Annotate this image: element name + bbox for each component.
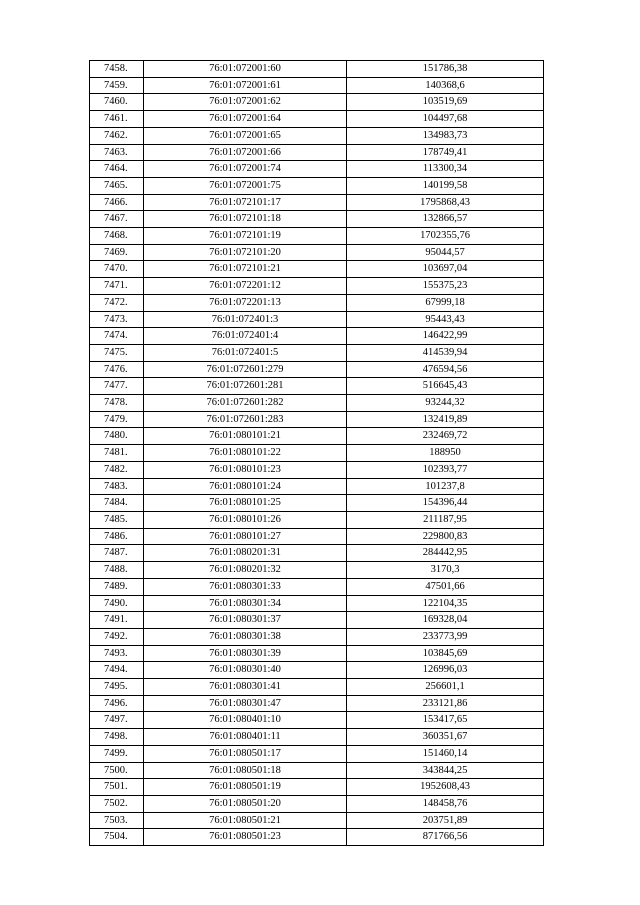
- value-cell: 151786,38: [347, 61, 544, 78]
- value-cell: 103845,69: [347, 645, 544, 662]
- row-number-cell: 7472.: [90, 294, 144, 311]
- row-number-cell: 7490.: [90, 595, 144, 612]
- row-number-cell: 7502.: [90, 795, 144, 812]
- table-row: [90, 595, 544, 612]
- table-row: [90, 411, 544, 428]
- cadastral-number-cell: 76:01:080301:39: [144, 645, 347, 662]
- value-cell: 95044,57: [347, 244, 544, 261]
- cadastral-number-cell: 76:01:080201:31: [144, 545, 347, 562]
- row-number-cell: 7484.: [90, 495, 144, 512]
- cadastral-number-cell: 76:01:080301:34: [144, 595, 347, 612]
- value-cell: 132419,89: [347, 411, 544, 428]
- cadastral-number-cell: 76:01:072001:62: [144, 94, 347, 111]
- value-cell: 95443,43: [347, 311, 544, 328]
- cadastral-number-cell: 76:01:080301:37: [144, 612, 347, 629]
- table-row: [90, 662, 544, 679]
- row-number-cell: 7467.: [90, 211, 144, 228]
- cadastral-number-cell: 76:01:072001:66: [144, 144, 347, 161]
- row-number-cell: 7498.: [90, 729, 144, 746]
- row-number-cell: 7466.: [90, 194, 144, 211]
- cadastral-number-cell: 76:01:080501:20: [144, 795, 347, 812]
- cadastral-number-cell: 76:01:072201:13: [144, 294, 347, 311]
- table-row: [90, 278, 544, 295]
- value-cell: 516645,43: [347, 378, 544, 395]
- table-row: [90, 812, 544, 829]
- table-row: [90, 645, 544, 662]
- table-row: [90, 562, 544, 579]
- table-row: [90, 461, 544, 478]
- row-number-cell: 7503.: [90, 812, 144, 829]
- value-cell: 476594,56: [347, 361, 544, 378]
- value-cell: 256601,1: [347, 679, 544, 696]
- value-cell: 229800,83: [347, 528, 544, 545]
- table-row: [90, 144, 544, 161]
- row-number-cell: 7465.: [90, 177, 144, 194]
- row-number-cell: 7492.: [90, 628, 144, 645]
- row-number-cell: 7494.: [90, 662, 144, 679]
- row-number-cell: 7480.: [90, 428, 144, 445]
- cadastral-number-cell: 76:01:080101:24: [144, 478, 347, 495]
- value-cell: 232469,72: [347, 428, 544, 445]
- row-number-cell: 7491.: [90, 612, 144, 629]
- cadastral-number-cell: 76:01:072601:282: [144, 395, 347, 412]
- value-cell: 103697,04: [347, 261, 544, 278]
- table-row: [90, 478, 544, 495]
- value-cell: 233773,99: [347, 628, 544, 645]
- table-row: [90, 729, 544, 746]
- row-number-cell: 7487.: [90, 545, 144, 562]
- table-row: [90, 445, 544, 462]
- cadastral-value-table: [89, 60, 544, 846]
- cadastral-number-cell: 76:01:080101:27: [144, 528, 347, 545]
- cadastral-number-cell: 76:01:072001:61: [144, 77, 347, 94]
- value-cell: 153417,65: [347, 712, 544, 729]
- table-row: [90, 294, 544, 311]
- table-row: [90, 161, 544, 178]
- table-row: [90, 511, 544, 528]
- row-number-cell: 7473.: [90, 311, 144, 328]
- table-row: [90, 177, 544, 194]
- table-row: [90, 628, 544, 645]
- table-row: [90, 228, 544, 245]
- cadastral-number-cell: 76:01:080501:19: [144, 779, 347, 796]
- row-number-cell: 7468.: [90, 228, 144, 245]
- row-number-cell: 7479.: [90, 411, 144, 428]
- cadastral-number-cell: 76:01:072401:3: [144, 311, 347, 328]
- table-row: [90, 94, 544, 111]
- row-number-cell: 7469.: [90, 244, 144, 261]
- row-number-cell: 7474.: [90, 328, 144, 345]
- cadastral-number-cell: 76:01:072601:283: [144, 411, 347, 428]
- value-cell: 1952608,43: [347, 779, 544, 796]
- cadastral-number-cell: 76:01:072401:5: [144, 344, 347, 361]
- row-number-cell: 7458.: [90, 61, 144, 78]
- value-cell: 102393,77: [347, 461, 544, 478]
- value-cell: 3170,3: [347, 562, 544, 579]
- cadastral-number-cell: 76:01:072001:65: [144, 127, 347, 144]
- value-cell: 146422,99: [347, 328, 544, 345]
- row-number-cell: 7459.: [90, 77, 144, 94]
- cadastral-number-cell: 76:01:080501:21: [144, 812, 347, 829]
- row-number-cell: 7499.: [90, 745, 144, 762]
- table-row: [90, 762, 544, 779]
- table-row: [90, 795, 544, 812]
- table-row: [90, 612, 544, 629]
- value-cell: 134983,73: [347, 127, 544, 144]
- value-cell: 211187,95: [347, 511, 544, 528]
- row-number-cell: 7481.: [90, 445, 144, 462]
- value-cell: 101237,8: [347, 478, 544, 495]
- cadastral-number-cell: 76:01:080401:10: [144, 712, 347, 729]
- cadastral-number-cell: 76:01:080101:23: [144, 461, 347, 478]
- value-cell: 140368,6: [347, 77, 544, 94]
- row-number-cell: 7504.: [90, 829, 144, 846]
- value-cell: 155375,23: [347, 278, 544, 295]
- cadastral-number-cell: 76:01:072001:74: [144, 161, 347, 178]
- table-row: [90, 829, 544, 846]
- table-row: [90, 111, 544, 128]
- cadastral-number-cell: 76:01:080501:23: [144, 829, 347, 846]
- table-row: [90, 495, 544, 512]
- value-cell: 284442,95: [347, 545, 544, 562]
- value-cell: 871766,56: [347, 829, 544, 846]
- table-row: [90, 712, 544, 729]
- table-row: [90, 77, 544, 94]
- cadastral-number-cell: 76:01:080401:11: [144, 729, 347, 746]
- cadastral-number-cell: 76:01:072401:4: [144, 328, 347, 345]
- row-number-cell: 7486.: [90, 528, 144, 545]
- value-cell: 93244,32: [347, 395, 544, 412]
- table-row: [90, 127, 544, 144]
- document-page: [89, 60, 543, 846]
- table-row: [90, 194, 544, 211]
- value-cell: 151460,14: [347, 745, 544, 762]
- table-row: [90, 745, 544, 762]
- row-number-cell: 7493.: [90, 645, 144, 662]
- value-cell: 47501,66: [347, 578, 544, 595]
- cadastral-number-cell: 76:01:080301:47: [144, 695, 347, 712]
- value-cell: 343844,25: [347, 762, 544, 779]
- value-cell: 132866,57: [347, 211, 544, 228]
- cadastral-number-cell: 76:01:080501:17: [144, 745, 347, 762]
- table-row: [90, 779, 544, 796]
- cadastral-number-cell: 76:01:072101:18: [144, 211, 347, 228]
- value-cell: 148458,76: [347, 795, 544, 812]
- value-cell: 1702355,76: [347, 228, 544, 245]
- cadastral-number-cell: 76:01:080101:22: [144, 445, 347, 462]
- table-row: [90, 344, 544, 361]
- row-number-cell: 7477.: [90, 378, 144, 395]
- row-number-cell: 7461.: [90, 111, 144, 128]
- value-cell: 154396,44: [347, 495, 544, 512]
- cadastral-number-cell: 76:01:080301:40: [144, 662, 347, 679]
- row-number-cell: 7489.: [90, 578, 144, 595]
- value-cell: 140199,58: [347, 177, 544, 194]
- value-cell: 113300,34: [347, 161, 544, 178]
- row-number-cell: 7495.: [90, 679, 144, 696]
- value-cell: 122104,35: [347, 595, 544, 612]
- value-cell: 233121,86: [347, 695, 544, 712]
- row-number-cell: 7462.: [90, 127, 144, 144]
- table-body: [90, 61, 544, 846]
- cadastral-number-cell: 76:01:072101:17: [144, 194, 347, 211]
- table-row: [90, 328, 544, 345]
- row-number-cell: 7460.: [90, 94, 144, 111]
- table-row: [90, 378, 544, 395]
- table-row: [90, 545, 544, 562]
- row-number-cell: 7500.: [90, 762, 144, 779]
- cadastral-number-cell: 76:01:080201:32: [144, 562, 347, 579]
- table-row: [90, 211, 544, 228]
- cadastral-number-cell: 76:01:080501:18: [144, 762, 347, 779]
- cadastral-number-cell: 76:01:072101:19: [144, 228, 347, 245]
- row-number-cell: 7501.: [90, 779, 144, 796]
- table-row: [90, 311, 544, 328]
- row-number-cell: 7482.: [90, 461, 144, 478]
- cadastral-number-cell: 76:01:072001:60: [144, 61, 347, 78]
- row-number-cell: 7478.: [90, 395, 144, 412]
- value-cell: 103519,69: [347, 94, 544, 111]
- table-row: [90, 695, 544, 712]
- value-cell: 414539,94: [347, 344, 544, 361]
- row-number-cell: 7497.: [90, 712, 144, 729]
- row-number-cell: 7464.: [90, 161, 144, 178]
- cadastral-number-cell: 76:01:072201:12: [144, 278, 347, 295]
- table-row: [90, 528, 544, 545]
- table-row: [90, 61, 544, 78]
- row-number-cell: 7496.: [90, 695, 144, 712]
- value-cell: 169328,04: [347, 612, 544, 629]
- row-number-cell: 7485.: [90, 511, 144, 528]
- table-row: [90, 261, 544, 278]
- row-number-cell: 7483.: [90, 478, 144, 495]
- cadastral-number-cell: 76:01:080301:33: [144, 578, 347, 595]
- cadastral-number-cell: 76:01:072601:281: [144, 378, 347, 395]
- cadastral-number-cell: 76:01:080301:38: [144, 628, 347, 645]
- row-number-cell: 7471.: [90, 278, 144, 295]
- table-row: [90, 578, 544, 595]
- value-cell: 203751,89: [347, 812, 544, 829]
- value-cell: 178749,41: [347, 144, 544, 161]
- value-cell: 188950: [347, 445, 544, 462]
- row-number-cell: 7476.: [90, 361, 144, 378]
- table-row: [90, 395, 544, 412]
- table-row: [90, 679, 544, 696]
- table-row: [90, 428, 544, 445]
- cadastral-number-cell: 76:01:072101:21: [144, 261, 347, 278]
- cadastral-number-cell: 76:01:072001:64: [144, 111, 347, 128]
- cadastral-number-cell: 76:01:080101:25: [144, 495, 347, 512]
- value-cell: 104497,68: [347, 111, 544, 128]
- table-row: [90, 244, 544, 261]
- table-row: [90, 361, 544, 378]
- row-number-cell: 7488.: [90, 562, 144, 579]
- cadastral-number-cell: 76:01:080301:41: [144, 679, 347, 696]
- value-cell: 67999,18: [347, 294, 544, 311]
- cadastral-number-cell: 76:01:072101:20: [144, 244, 347, 261]
- row-number-cell: 7475.: [90, 344, 144, 361]
- cadastral-number-cell: 76:01:080101:26: [144, 511, 347, 528]
- value-cell: 126996,03: [347, 662, 544, 679]
- row-number-cell: 7463.: [90, 144, 144, 161]
- value-cell: 1795868,43: [347, 194, 544, 211]
- row-number-cell: 7470.: [90, 261, 144, 278]
- cadastral-number-cell: 76:01:072601:279: [144, 361, 347, 378]
- cadastral-number-cell: 76:01:080101:21: [144, 428, 347, 445]
- value-cell: 360351,67: [347, 729, 544, 746]
- cadastral-number-cell: 76:01:072001:75: [144, 177, 347, 194]
